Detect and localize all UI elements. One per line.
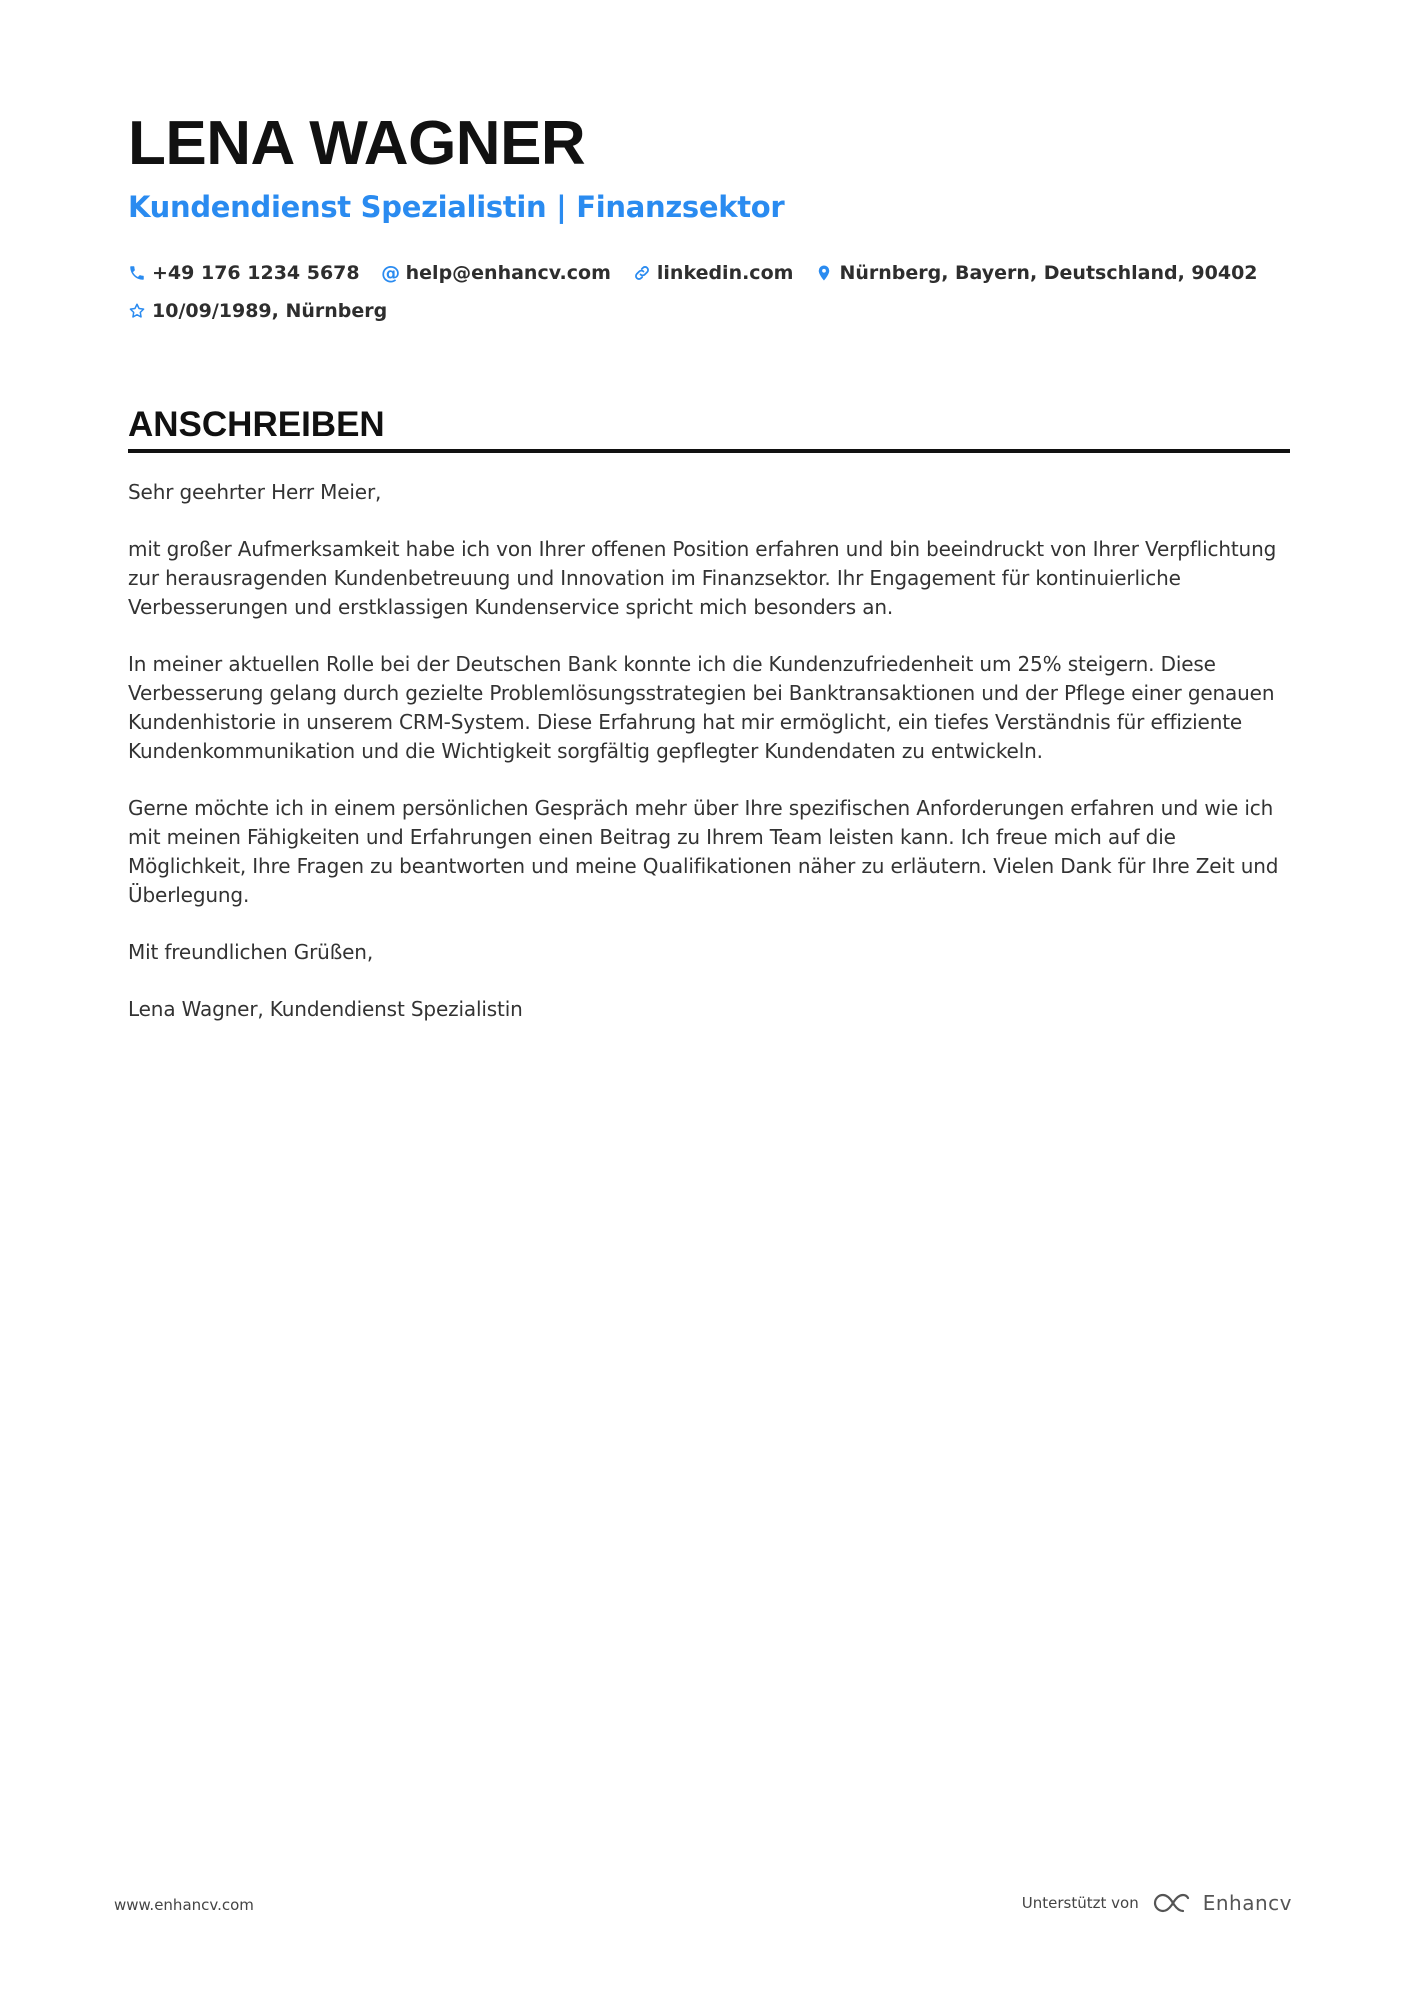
letter-closing: Mit freundlichen Grüßen, xyxy=(128,940,374,964)
contact-email[interactable] xyxy=(382,262,611,284)
section-title: ANSCHREIBEN xyxy=(128,405,385,444)
letter-body xyxy=(128,478,1290,1052)
section-divider xyxy=(128,449,1290,453)
letter-paragraph-2: In meiner aktuellen Rolle bei der Deutschen Bank konnte ich die Kundenzufriedenheit um 25% steigern. Diese Verbesserung gelang durch gezielte Problemlösungsstrategien bei Banktransaktionen und der Pflege einer genauen Kundenhistorie in unserem CRM-System. Diese Erfahrung hat mir ermöglicht, ein tiefes Verständnis für effiziente Kundenkommunikation und die Wichtigkeit sorgfältig gepflegter Kundendaten zu entwickeln. xyxy=(128,652,1275,763)
letter-salutation: Sehr geehrter Herr Meier, xyxy=(128,480,382,504)
contact-email-text: help@enhancv.com xyxy=(405,262,611,284)
letter-paragraph-1: mit großer Aufmerksamkeit habe ich von Ihrer offenen Position erfahren und bin beeindruckt von Ihrer Verpflichtung zur herausragenden Kundenbetreuung und Innovation im Finanzsektor. Ihr Engagement für kontinuierliche Verbesserungen und erstklassigen Kundenservice spricht mich besonders an. xyxy=(128,537,1277,619)
enhancv-logo-icon xyxy=(1151,1890,1195,1916)
letter-paragraph-3: Gerne möchte ich in einem persönlichen Gespräch mehr über Ihre spezifischen Anforderungen erfahren und wie ich mit meinen Fähigkeiten und Erfahrungen einen Beitrag zu Ihrem Team leisten kann. Ich freue mich auf die Möglichkeit, Ihre Fragen zu beantworten und meine Qualifikationen näher zu erläutern. Vielen Dank für Ihre Zeit und Überlegung. xyxy=(128,796,1279,907)
contact-info xyxy=(128,254,1290,330)
contact-phone[interactable] xyxy=(128,262,360,284)
contact-row-1 xyxy=(128,254,1290,292)
applicant-headline: Kundendienst Spezialistin | Finanzsektor xyxy=(128,190,785,224)
footer-brand[interactable] xyxy=(1022,1890,1292,1916)
contact-linkedin-text: linkedin.com xyxy=(656,262,794,284)
contact-location xyxy=(815,262,1257,284)
contact-birth xyxy=(128,300,387,322)
location-pin-icon xyxy=(815,264,833,282)
powered-by-label: Unterstützt von xyxy=(1021,1894,1139,1912)
phone-icon xyxy=(128,264,146,282)
applicant-name: LENA WAGNER xyxy=(128,109,586,178)
brand-name: Enhancv xyxy=(1202,1891,1292,1915)
contact-birth-text: 10/09/1989, Nürnberg xyxy=(152,300,388,322)
contact-linkedin[interactable] xyxy=(633,262,794,284)
link-icon xyxy=(633,264,651,282)
footer-url[interactable]: www.enhancv.com xyxy=(114,1896,254,1914)
letter-signature: Lena Wagner, Kundendienst Spezialistin xyxy=(128,997,523,1021)
contact-phone-text: +49 176 1234 5678 xyxy=(152,262,360,284)
contact-location-text: Nürnberg, Bayern, Deutschland, 90402 xyxy=(839,262,1258,284)
contact-row-2 xyxy=(128,292,1290,330)
star-icon xyxy=(128,302,146,320)
at-icon: @ xyxy=(381,262,401,284)
